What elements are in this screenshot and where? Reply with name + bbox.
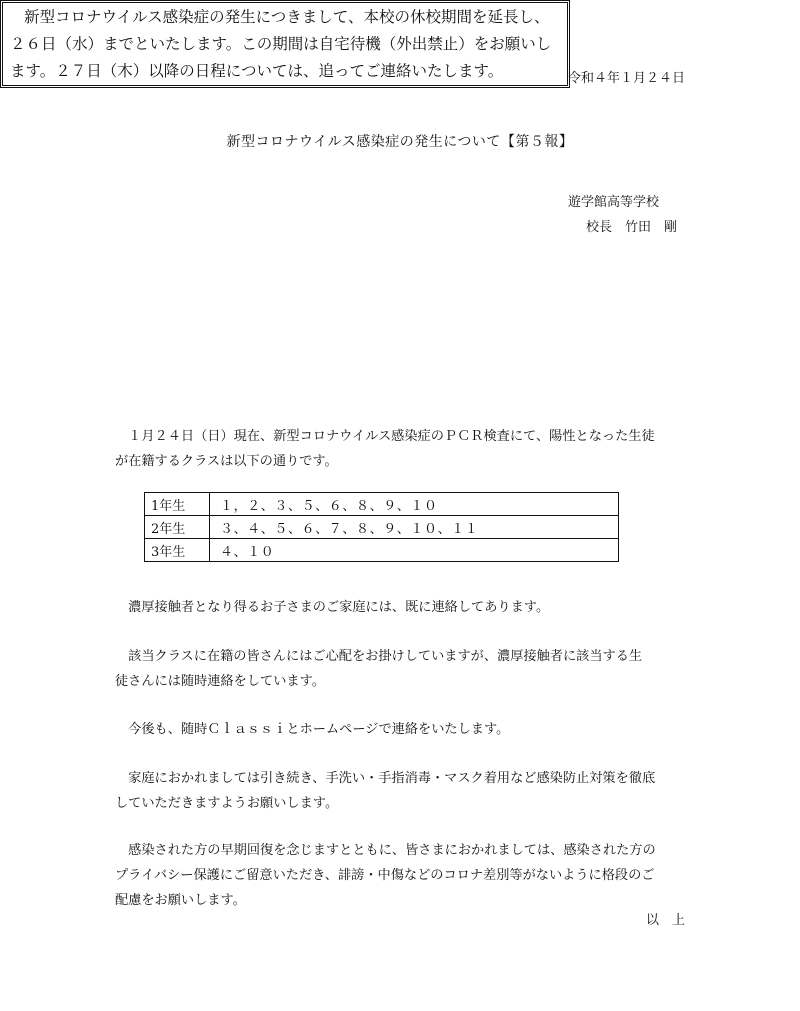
intro-line: １月２４日（日）現在、新型コロナウイルス感染症のＰＣＲ検査にて、陽性となった生徒	[115, 429, 655, 444]
paragraph-privacy: 感染された方の早期回復を念じますとともに、皆さまにおかれましては、感染された方の	[115, 843, 656, 858]
table-row	[145, 493, 619, 516]
school-name: 遊学館高等学校	[568, 195, 660, 210]
notice-line: ます。２７日（木）以降の日程については、追ってご連絡いたします。	[10, 62, 504, 80]
table-row	[145, 516, 619, 539]
notice-line: ２６日（水）までといたします。この期間は自宅待機（外出禁止）をお願いし	[10, 35, 552, 53]
notice-line: 新型コロナウイルス感染症の発生につきまして、本校の休校期間を延長し、	[24, 8, 550, 26]
paragraph-privacy: プライバシー保護にご留意いただき、誹謗・中傷などのコロナ差別等がないように格段のご	[115, 868, 655, 883]
principal-name: 校長 竹田 剛	[586, 220, 678, 235]
grade-cell: 2年生	[145, 516, 210, 539]
grade-cell: 3年生	[145, 539, 210, 562]
grade-cell: 1年生	[145, 493, 210, 516]
paragraph-prevention: 家庭におかれましては引き続き、手洗い・手指消毒・マスク着用など感染防止対策を徹底	[115, 771, 656, 786]
intro-line: が在籍するクラスは以下の通りです。	[115, 454, 338, 469]
table-row	[145, 539, 619, 562]
document-date: 令和４年１月２４日	[567, 71, 685, 86]
classes-cell: ４、１０	[210, 539, 619, 562]
paragraph-concern: 徒さんには随時連絡をしています。	[115, 674, 325, 689]
paragraph-contact: 濃厚接触者となり得るお子さまのご家庭には、既に連絡してあります。	[115, 600, 550, 615]
classes-cell: ３、４、５、６、７、８、９、１０、１１	[210, 516, 619, 539]
paragraph-prevention: していただきますようお願いします。	[115, 796, 339, 811]
paragraph-privacy: 配慮をお願いします。	[115, 893, 246, 908]
paragraph-concern: 該当クラスに在籍の皆さんにはご心配をお掛けしていますが、濃厚接触者に該当する生	[115, 649, 643, 664]
paragraph-updates: 今後も、随時Ｃｌａｓｓｉとホームページで連絡をいたします。	[115, 722, 510, 737]
closing-mark: 以 上	[645, 913, 685, 928]
classes-cell: １，２、３、５、６、８、９、１０	[210, 493, 619, 516]
document-title: 新型コロナウイルス感染症の発生について【第５報】	[226, 134, 574, 150]
class-table	[144, 492, 619, 562]
notice-box	[0, 0, 570, 88]
